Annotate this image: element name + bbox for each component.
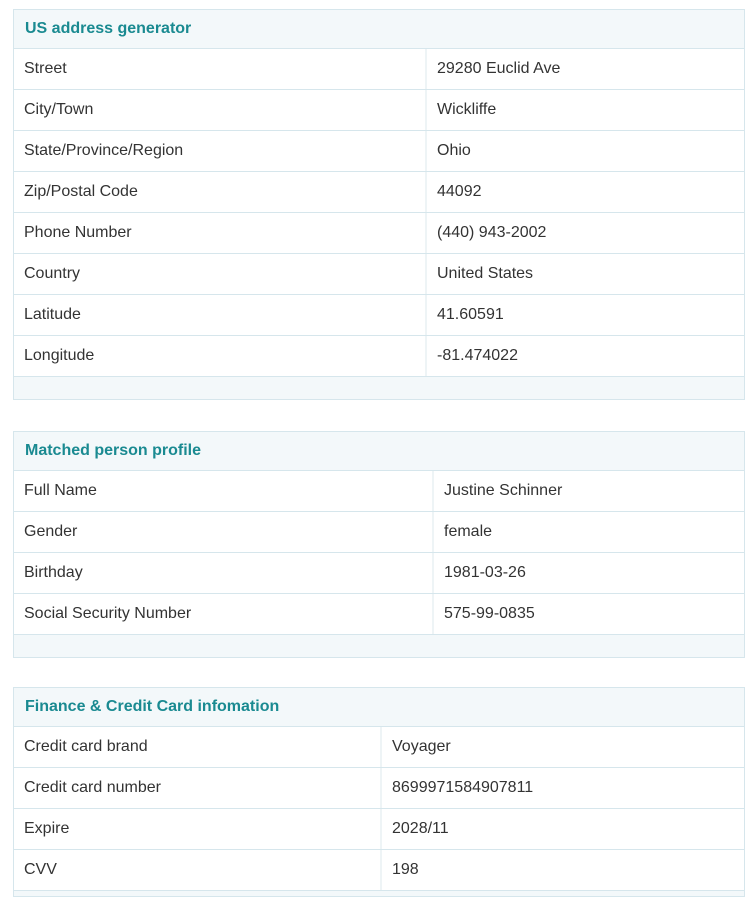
row-label: Full Name [14,471,434,511]
row-value: 198 [392,861,419,878]
finance-row-cvv [14,850,744,891]
row-label: City/Town [14,90,427,130]
row-label: Zip/Postal Code [14,172,427,212]
row-label: Credit card number [14,768,382,808]
row-value: Ohio [437,142,471,159]
row-value: 575-99-0835 [444,605,535,622]
row-label: Social Security Number [14,594,434,634]
person-row-birthday [14,553,744,594]
panel-footer [14,635,744,657]
row-value: 8699971584907811 [392,779,534,796]
row-label: Street [14,49,427,89]
row-value: Justine Schinner [444,482,563,499]
panel-footer [14,377,744,399]
row-value: -81.474022 [437,347,518,364]
address-row-phone [14,213,744,254]
address-row-city [14,90,744,131]
finance-row-card-brand [14,727,744,768]
person-row-gender [14,512,744,553]
row-label: Gender [14,512,434,552]
finance-panel [13,687,745,897]
row-value: female [444,523,493,540]
address-row-latitude [14,295,744,336]
row-value: 1981-03-26 [444,564,526,581]
row-label: Expire [14,809,382,849]
finance-row-expire [14,809,744,850]
row-value: 2028/11 [392,820,449,837]
row-value: United States [437,265,534,282]
finance-row-card-number [14,768,744,809]
row-value: Wickliffe [437,101,497,118]
row-value: (440) 943-2002 [437,224,547,241]
address-panel-title: US address generator [14,10,744,49]
address-row-street [14,49,744,90]
finance-panel-title: Finance & Credit Card infomation [14,688,744,727]
row-value: 29280 Euclid Ave [437,60,561,77]
person-panel [13,431,745,658]
row-label: Birthday [14,553,434,593]
person-row-full-name [14,471,744,512]
row-label: CVV [14,850,382,890]
person-row-ssn [14,594,744,635]
row-value: Voyager [392,738,451,755]
address-row-country [14,254,744,295]
row-label: Longitude [14,336,427,376]
row-label: State/Province/Region [14,131,427,171]
address-panel [13,9,745,400]
row-label: Country [14,254,427,294]
row-label: Phone Number [14,213,427,253]
row-label: Latitude [14,295,427,335]
row-value: 41.60591 [437,306,504,323]
address-row-zip [14,172,744,213]
row-value: 44092 [437,183,482,200]
address-row-longitude [14,336,744,377]
address-row-state [14,131,744,172]
person-panel-title: Matched person profile [14,432,744,471]
row-label: Credit card brand [14,727,382,767]
